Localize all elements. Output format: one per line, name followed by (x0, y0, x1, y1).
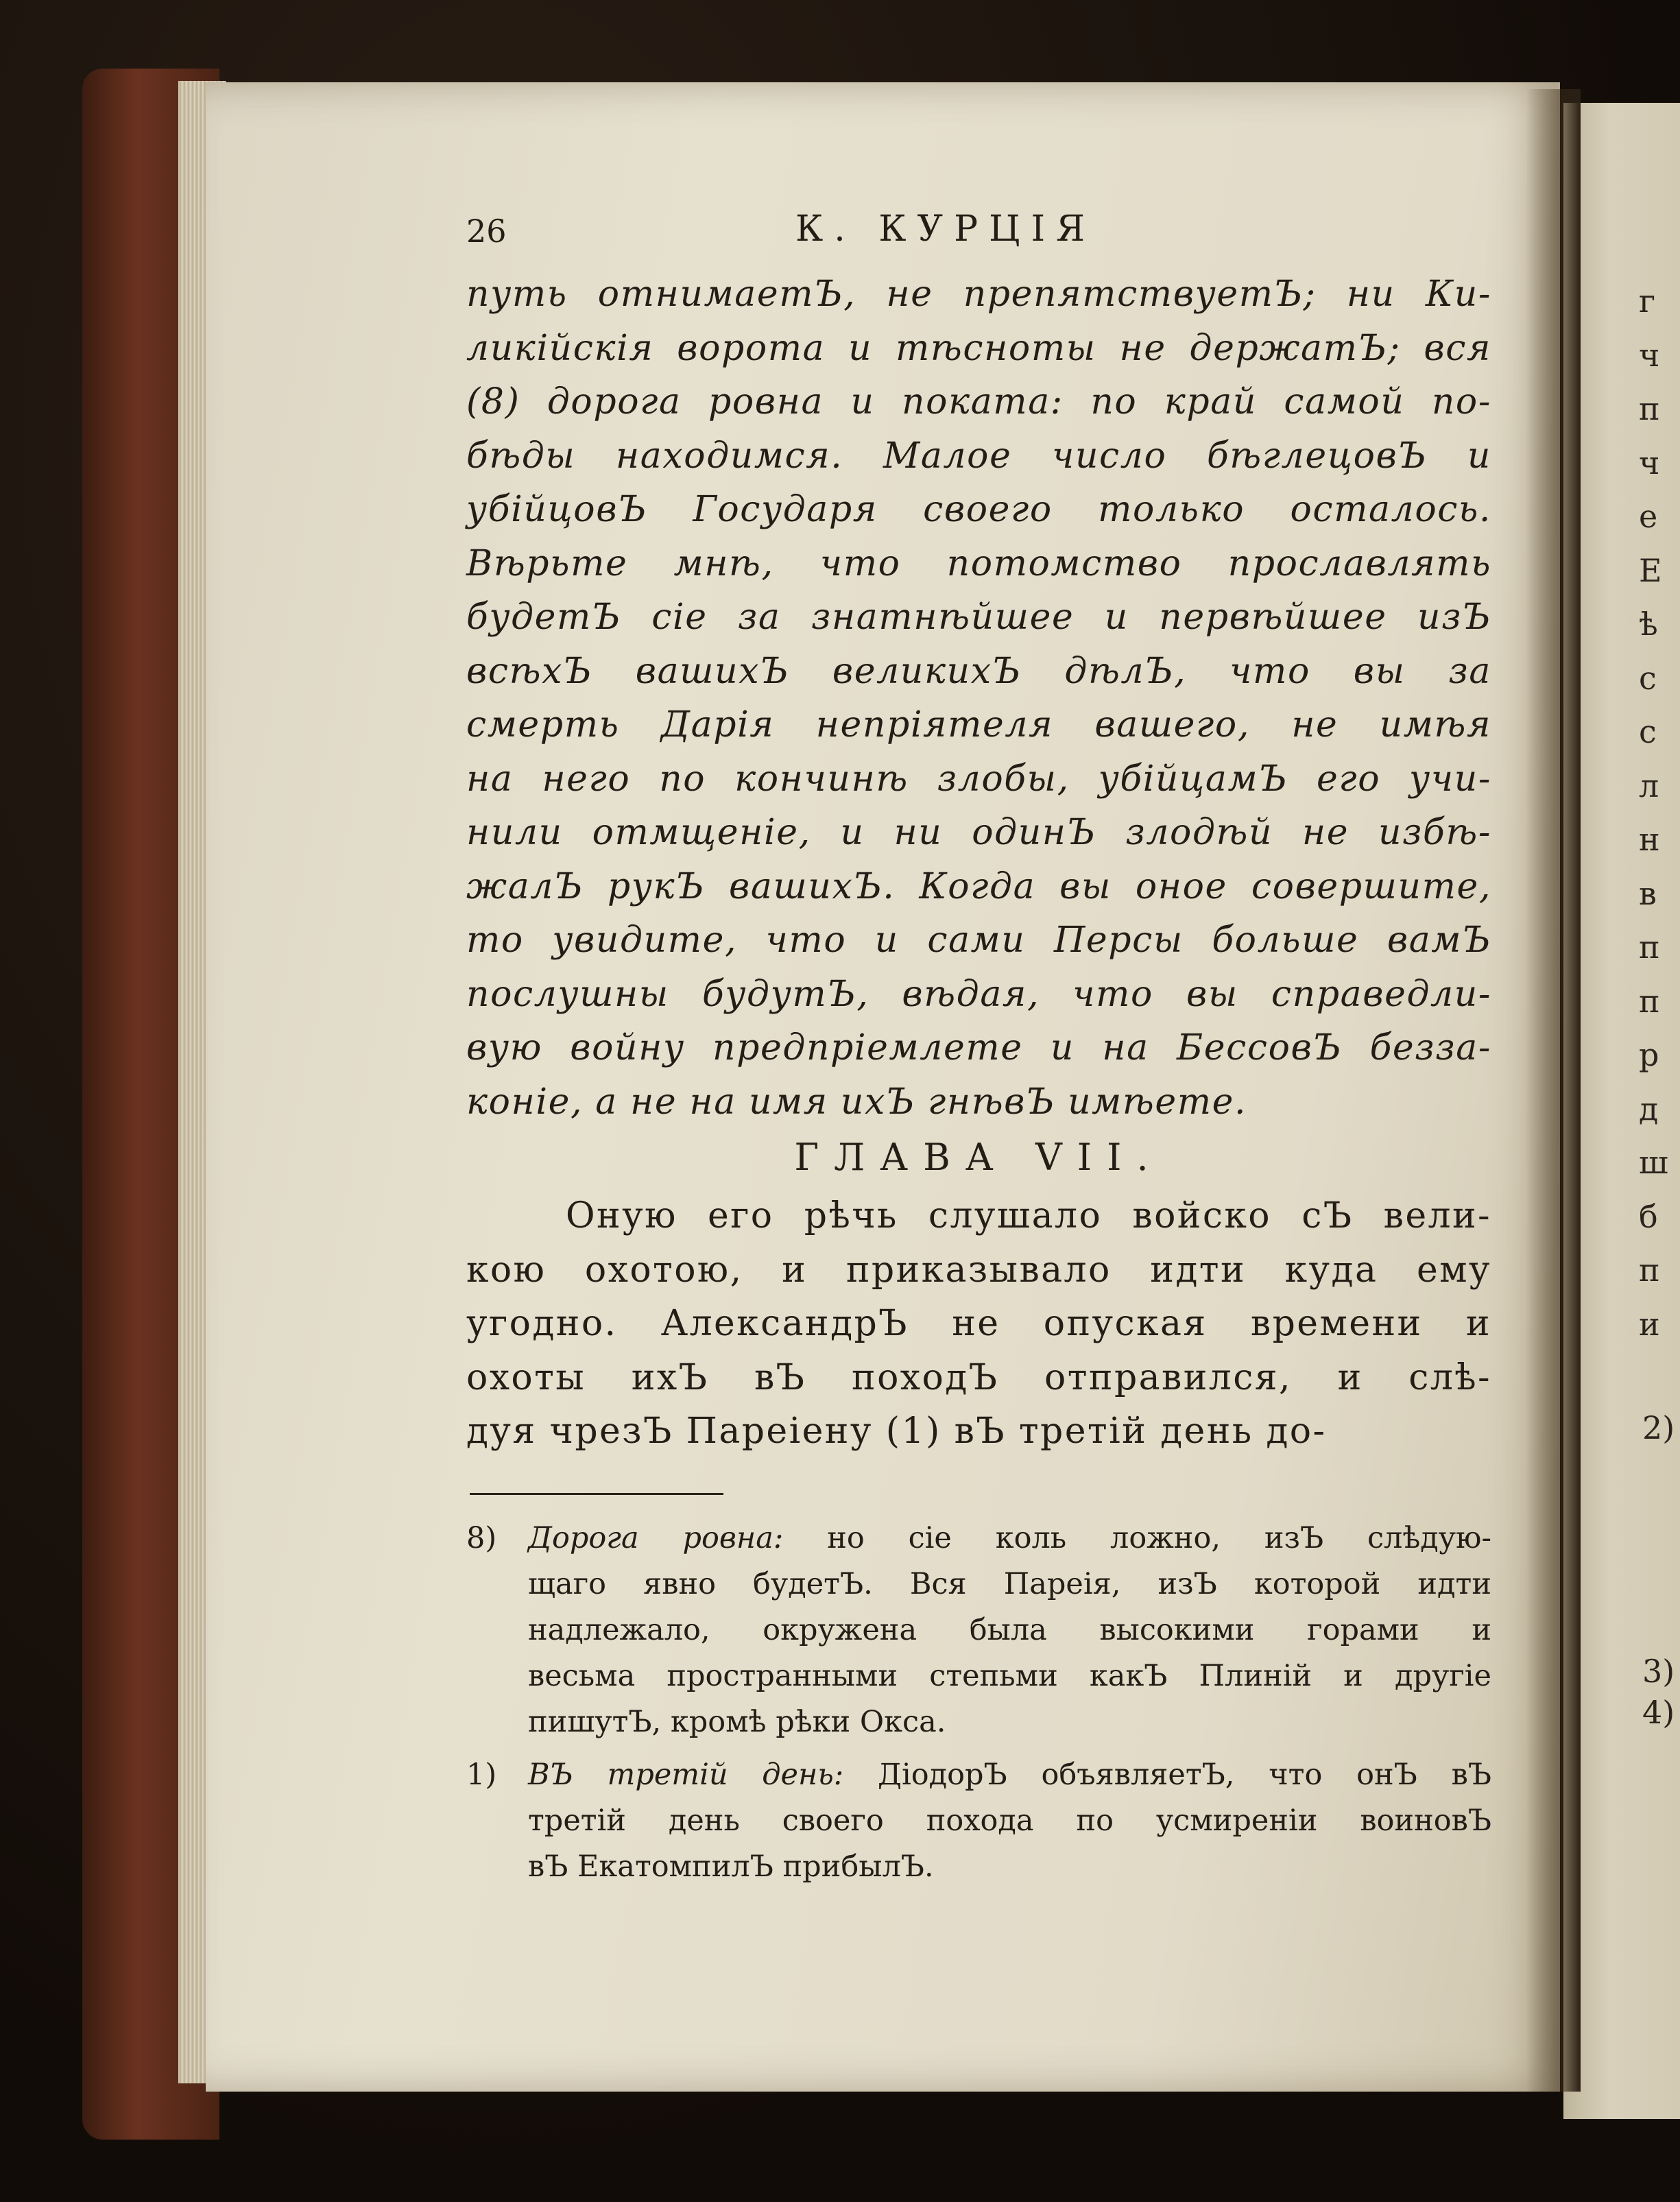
facing-page-letter: и (1639, 1305, 1660, 1343)
text-line: на него по кончинѣ злобы, убійцамЪ его учи- (466, 758, 1491, 800)
facing-page-letter: в (1639, 874, 1657, 912)
page-number: 26 (466, 213, 507, 250)
footnote-line: вЪ ЕкатомпилЪ прибылЪ. (528, 1849, 934, 1884)
text-line: будетЪ сіе за знатнѣйшее и первѣйшее изЪ (466, 597, 1491, 638)
footnote-mark: 8) (466, 1520, 497, 1555)
text-line: коніе, а не на имя ихЪ гнѣвЪ имѣете. (466, 1081, 1247, 1123)
footnote-line: щаго явно будетЪ. Вся Пареія, изЪ которой идти (528, 1566, 1491, 1601)
text-line: охоты ихЪ вЪ походЪ отправился, и слѣ- (466, 1356, 1491, 1398)
footnote-line: третій день своего похода по усмиреніи воиновЪ (528, 1803, 1491, 1838)
facing-page-text (1639, 274, 1680, 1351)
facing-page-letter: с (1639, 713, 1657, 750)
footnote-text: но сіе коль ложно, изЪ слѣдую- (827, 1520, 1492, 1555)
footnotes (466, 1516, 1491, 1890)
footnote (466, 1516, 1491, 1745)
text-line: путь отнимаетЪ, не препятствуетЪ; ни Ки- (466, 274, 1491, 315)
chapter-heading: ГЛАВА VII. (794, 1136, 1164, 1179)
text-line: послушны будутЪ, вѣдая, что вы справедли- (466, 973, 1491, 1015)
text-line: всѣхЪ вашихЪ великихЪ дѣлЪ, что вы за (466, 650, 1491, 692)
footnote (466, 1752, 1491, 1890)
facing-page-letter: ч (1639, 336, 1660, 374)
footnote-line (528, 1752, 1491, 1798)
footnote-line: весьма пространными степьми какЪ Плиній и другіе (528, 1658, 1491, 1693)
facing-page-letter: ч (1639, 444, 1660, 481)
text-line: Оную его рѣчь слушало войско сЪ вели- (566, 1195, 1491, 1236)
footnote-line: пишутЪ, кромѣ рѣки Окса. (528, 1704, 946, 1739)
facing-page-letter: г (1639, 283, 1656, 320)
facing-page-note-mark: 2) (1642, 1409, 1675, 1446)
footnote-rule (470, 1493, 723, 1495)
running-title: К. КУРЦІЯ (795, 208, 1096, 250)
text-line: вую войну предпріемлете и на БессовЪ безза- (466, 1027, 1491, 1068)
facing-page-letter: ш (1639, 1144, 1668, 1181)
text-line: нили отмщеніе, и ни одинЪ злодѣй не избѣ- (466, 812, 1491, 853)
facing-page-letter: п (1639, 929, 1660, 966)
footnote-line (528, 1516, 1491, 1561)
text-line: (8) дорога ровна и поката: по край самой по- (466, 381, 1491, 422)
facing-page-letter: р (1639, 1036, 1659, 1073)
facing-page-letter: Е (1639, 551, 1662, 589)
text-line: Вѣрьте мнѣ, что потомство прославлять (466, 542, 1491, 584)
text-line: то увидите, что и сами Персы больше вамЪ (466, 920, 1491, 961)
facing-page-letter: ѣ (1639, 606, 1658, 643)
footnote-line: надлежало, окружена была высокими горами и (528, 1612, 1491, 1647)
facing-page-note-mark: 3) (1642, 1653, 1675, 1690)
footnote-lemma: Дорога ровна: (528, 1520, 784, 1555)
facing-page-letter: п (1639, 1252, 1660, 1289)
facing-page-note-mark: 4) (1642, 1694, 1675, 1731)
facing-page-letter: п (1639, 982, 1660, 1020)
facing-page-letter: л (1639, 767, 1659, 804)
text-line: бѣды находимся. Малое число бѣглецовЪ и (466, 435, 1491, 477)
footnote-lemma: ВЪ третій день: (528, 1757, 844, 1792)
text-line: убійцовЪ Государя своего только осталось. (466, 489, 1491, 530)
text-line: ликійскія ворота и тѣсноты не держатЪ; вся (466, 327, 1491, 369)
facing-page-letter: с (1639, 659, 1657, 697)
text-line: угодно. АлександрЪ не опуская времени и (466, 1303, 1491, 1344)
book-gutter (1526, 89, 1581, 2092)
page-content (466, 206, 1491, 1890)
facing-page-letter: п (1639, 390, 1660, 427)
facing-page-letter: е (1639, 498, 1658, 535)
facing-page-letter: д (1639, 1090, 1659, 1127)
page-header (466, 206, 1491, 267)
text-line: дуя чрезЪ Пареіену (1) вЪ третій день до- (466, 1411, 1327, 1452)
footnote-mark: 1) (466, 1757, 497, 1792)
footnote-text: ДіодорЪ объявляетЪ, что онЪ вЪ (878, 1757, 1491, 1792)
upright-paragraph (466, 1189, 1491, 1459)
body-text (466, 267, 1491, 1459)
italic-paragraph (466, 267, 1491, 1129)
facing-page-letter: б (1639, 1197, 1658, 1235)
text-line: кою охотою, и приказывало идти куда ему (466, 1249, 1491, 1291)
facing-page-letter: н (1639, 821, 1660, 858)
text-line: смерть Дарія непріятеля вашего, не имѣя (466, 704, 1491, 745)
text-line: жалЪ рукЪ вашихЪ. Когда вы оное совершите, (466, 865, 1491, 907)
